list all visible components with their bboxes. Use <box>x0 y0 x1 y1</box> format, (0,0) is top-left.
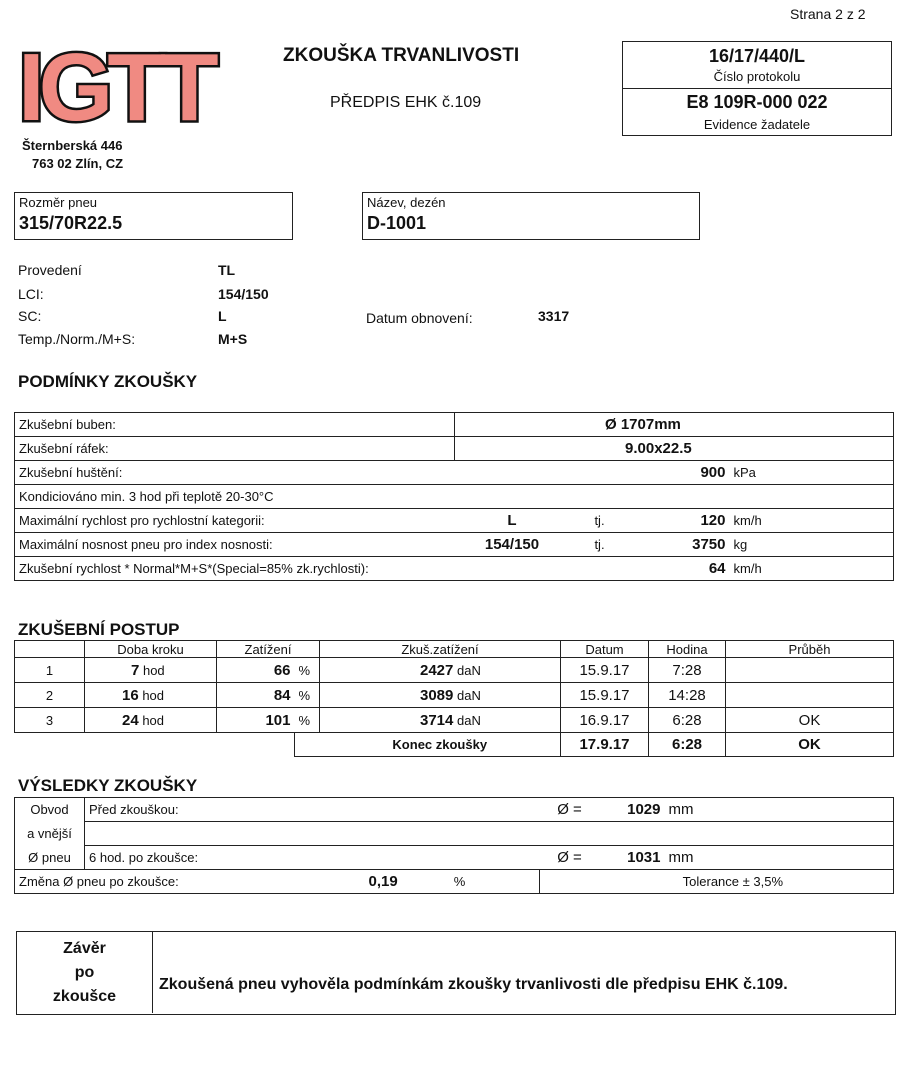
row-time: 7:28 <box>649 658 726 683</box>
row-duration: 7 <box>131 661 140 679</box>
svg-text:IGTT: IGTT <box>18 34 213 141</box>
table-row <box>15 708 894 733</box>
row-index: 1 <box>15 658 85 683</box>
after-unit: mm <box>665 846 894 870</box>
before-label: Před zkouškou: <box>85 798 550 822</box>
drum-label: Zkušební buben: <box>15 413 455 437</box>
igtt-logo <box>14 34 213 141</box>
row-load-pct: 84 <box>217 683 295 708</box>
row-status <box>726 658 894 683</box>
protocol-number-label: Číslo protokolu <box>713 69 801 84</box>
col-duration: Doba kroku <box>85 641 217 658</box>
col-test-load: Zkuš.zatížení <box>320 641 561 658</box>
conclusion-label-3: zkoušce <box>52 987 117 1005</box>
rim-value: 9.00x22.5 <box>455 437 894 461</box>
row-date: 15.9.17 <box>561 683 649 708</box>
col-time: Hodina <box>649 641 726 658</box>
after-value: 1031 <box>590 846 665 870</box>
row-duration: 24 <box>122 711 139 729</box>
tire-name: D-1001 <box>367 213 427 233</box>
results-side-label-1: Obvod <box>15 798 85 822</box>
speed-label: Maximální rychlost pro rychlostní kategorii: <box>15 509 455 533</box>
before-unit: mm <box>665 798 894 822</box>
protocol-number: 16/17/440/L <box>708 46 806 66</box>
company-street: Šternberská 446 <box>22 138 123 153</box>
load-index: 154/150 <box>455 533 570 557</box>
protocol-evidence: E8 109R-000 022 <box>686 92 828 112</box>
col-date: Datum <box>561 641 649 658</box>
pressure-label: Zkušební huštění: <box>15 461 455 485</box>
after-symbol: Ø = <box>550 846 590 870</box>
test-speed-unit: km/h <box>730 557 894 581</box>
provedeni-value: TL <box>218 262 236 278</box>
row-load-pct-unit: % <box>295 658 320 683</box>
row-test-load: 2427 <box>420 661 454 679</box>
row-load-pct: 66 <box>217 658 295 683</box>
company-city: 763 02 Zlín, CZ <box>32 156 124 171</box>
row-test-load-unit: daN <box>457 662 481 678</box>
tire-size-box <box>14 192 293 240</box>
sc-value: L <box>218 308 227 324</box>
protocol-evidence-label: Evidence žadatele <box>703 117 811 132</box>
tolerance: Tolerance ± 3,5% <box>540 870 894 894</box>
sc-label: SC: <box>18 308 42 324</box>
row-time: 14:28 <box>649 683 726 708</box>
end-date: 17.9.17 <box>561 733 649 757</box>
rim-label: Zkušební ráfek: <box>15 437 455 461</box>
speed-tj: tj. <box>570 509 630 533</box>
protocol-box <box>622 41 892 136</box>
test-speed-value: 64 <box>630 557 730 581</box>
row-test-load: 3089 <box>420 686 454 704</box>
load-label: Maximální nosnost pneu pro index nosnosti: <box>15 533 455 557</box>
conditions-table <box>14 412 894 581</box>
row-load-pct: 101 <box>217 708 295 733</box>
tire-name-label: Název, dezén <box>367 195 446 210</box>
drum-value: Ø 1707mm <box>455 413 894 437</box>
row-duration-unit: hod <box>142 712 165 728</box>
end-status: OK <box>726 733 894 757</box>
row-status: OK <box>726 708 894 733</box>
row-index: 3 <box>15 708 85 733</box>
conclusion-label-2: po <box>74 963 95 981</box>
table-row <box>15 683 894 708</box>
results-side-label-2: a vnější <box>15 822 85 846</box>
regulation: PŘEDPIS EHK č.109 <box>330 94 482 111</box>
col-index <box>15 641 85 658</box>
temp-label: Temp./Norm./M+S: <box>18 331 136 347</box>
pressure-unit: kPa <box>730 461 894 485</box>
row-date: 15.9.17 <box>561 658 649 683</box>
speed-unit: km/h <box>730 509 894 533</box>
tire-size: 315/70R22.5 <box>19 213 123 233</box>
datum-label: Datum obnovení: <box>366 310 473 326</box>
row-test-load-unit: daN <box>457 712 481 728</box>
end-label: Konec zkoušky <box>320 733 561 757</box>
before-value: 1029 <box>590 798 665 822</box>
end-time: 6:28 <box>649 733 726 757</box>
row-duration-unit: hod <box>142 662 165 678</box>
row-test-load: 3714 <box>420 711 454 729</box>
end-row <box>15 733 894 757</box>
tire-name-box <box>362 192 700 240</box>
tire-size-label: Rozměr pneu <box>19 195 98 210</box>
procedure-heading: ZKUŠEBNÍ POSTUP <box>18 620 180 639</box>
row-date: 16.9.17 <box>561 708 649 733</box>
conclusion-text: Zkoušená pneu vyhověla podmínkám zkoušky trvanlivosti dle předpisu EHK č.109. <box>159 976 788 993</box>
speed-category: L <box>455 509 570 533</box>
change-unit: % <box>435 870 485 894</box>
temp-value: M+S <box>218 331 248 347</box>
row-index: 2 <box>15 683 85 708</box>
procedure-table <box>14 640 894 757</box>
provedeni-label: Provedení <box>18 262 82 278</box>
row-time: 6:28 <box>649 708 726 733</box>
row-status <box>726 683 894 708</box>
results-table <box>14 797 894 894</box>
page-number: Strana 2 z 2 <box>790 6 866 22</box>
table-row <box>15 658 894 683</box>
row-duration-unit: hod <box>142 687 165 703</box>
before-symbol: Ø = <box>550 798 590 822</box>
load-tj: tj. <box>570 533 630 557</box>
load-value: 3750 <box>630 533 730 557</box>
col-load-pct: Zatížení <box>217 641 320 658</box>
lci-label: LCI: <box>18 286 44 302</box>
conditions-heading: PODMÍNKY ZKOUŠKY <box>18 372 198 391</box>
speed-value: 120 <box>630 509 730 533</box>
lci-value: 154/150 <box>218 286 269 302</box>
datum-value: 3317 <box>538 308 570 324</box>
conclusion-box <box>16 931 896 1015</box>
change-value: 0,19 <box>365 870 435 894</box>
change-label: Změna Ø pneu po zkoušce: <box>15 870 365 894</box>
test-speed-label: Zkušební rychlost * Normal*M+S*(Special=85% zk.rychlosti): <box>15 557 630 581</box>
row-duration: 16 <box>122 686 139 704</box>
row-test-load-unit: daN <box>457 687 481 703</box>
row-load-pct-unit: % <box>295 708 320 733</box>
conditioning-note: Kondiciováno min. 3 hod při teplotě 20-30°C <box>15 485 894 509</box>
page-title: ZKOUŠKA TRVANLIVOSTI <box>283 45 520 66</box>
after-label: 6 hod. po zkoušce: <box>85 846 550 870</box>
pressure-value: 900 <box>630 461 730 485</box>
col-progress: Průběh <box>726 641 894 658</box>
row-load-pct-unit: % <box>295 683 320 708</box>
load-unit: kg <box>730 533 894 557</box>
results-side-label-3: Ø pneu <box>15 846 85 870</box>
conclusion-label-1: Závěr <box>63 939 106 957</box>
results-heading: VÝSLEDKY ZKOUŠKY <box>18 776 198 795</box>
